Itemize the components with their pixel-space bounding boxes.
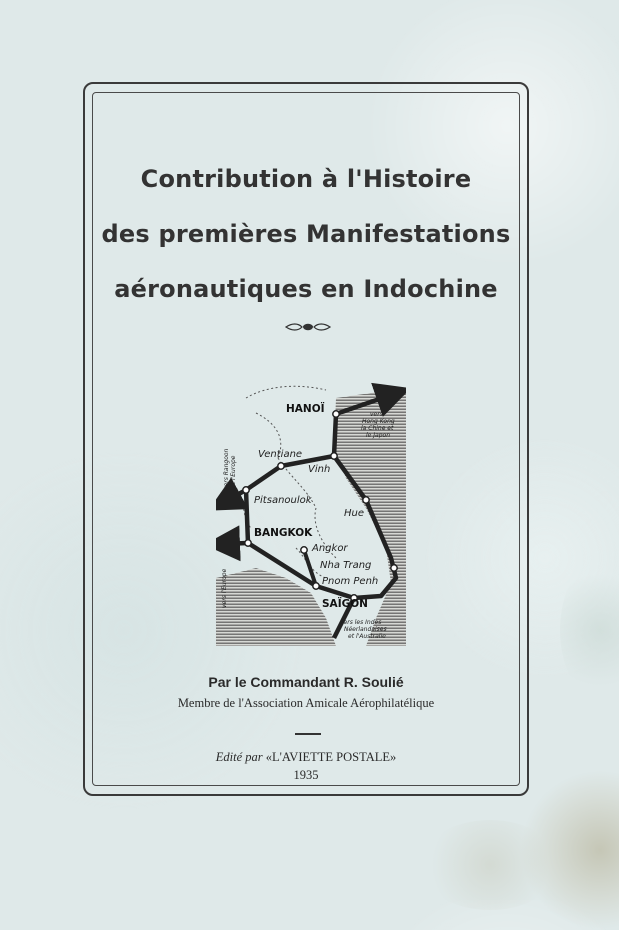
city-dot-nha-trang bbox=[391, 565, 397, 571]
note-hongkong-3: la Chine et bbox=[361, 425, 394, 432]
note-hongkong-1: vers bbox=[370, 411, 383, 418]
city-dot-pitsanoulok bbox=[243, 487, 249, 493]
map-label-nha-trang: Nha Trang bbox=[320, 560, 372, 571]
edition-publisher: «L'AVIETTE POSTALE» bbox=[265, 750, 397, 764]
map-label-pnom-penh: Pnom Penh bbox=[322, 576, 379, 587]
route-map bbox=[216, 378, 406, 646]
city-dot-pnom-penh bbox=[313, 583, 319, 589]
paper-stain bbox=[560, 560, 619, 700]
map-label-vinh: Vinh bbox=[308, 464, 331, 475]
edition-lead: Edité par bbox=[215, 750, 263, 764]
note-hongkong-2: Hong Kong bbox=[362, 418, 395, 425]
note-indes-3: et l'Australie bbox=[348, 633, 386, 640]
map-label-hue: Hue bbox=[344, 508, 365, 519]
city-dot-bangkok bbox=[245, 540, 251, 546]
document-title bbox=[92, 152, 520, 317]
note-indes-2: Néerlandaises bbox=[344, 626, 387, 633]
author-line: Par le Commandant R. Soulié bbox=[208, 674, 404, 690]
map-label-vientiane: Ventiane bbox=[258, 449, 303, 460]
map-label-hanoi: HANOÏ bbox=[286, 403, 325, 415]
note-europe: vers l'Europe bbox=[221, 568, 228, 608]
publication-year: 1935 bbox=[293, 768, 319, 782]
map-label-angkor: Angkor bbox=[312, 543, 348, 554]
edition-line bbox=[92, 750, 520, 765]
city-dot-hue bbox=[363, 497, 369, 503]
note-hongkong-4: le Japon bbox=[366, 432, 390, 439]
note-indes-1: vers les Indes bbox=[340, 619, 382, 626]
paper-stain bbox=[420, 820, 560, 910]
map-label-saigon: SAÏGON bbox=[322, 598, 368, 610]
note-rangoon-2: et l'Europe bbox=[230, 455, 237, 488]
city-dot-angkor bbox=[301, 547, 307, 553]
title-line-3: aéronautiques en Indochine bbox=[114, 275, 498, 303]
ornament-flourish bbox=[284, 320, 332, 334]
note-rangoon-1: vers Rangoon bbox=[223, 448, 230, 490]
city-dot-hanoi bbox=[333, 411, 339, 417]
separator-rule bbox=[295, 733, 321, 735]
map-label-bangkok: BANGKOK bbox=[254, 527, 313, 539]
map-label-pitsanoulok: Pitsanoulok bbox=[254, 495, 312, 506]
sea-gulf bbox=[216, 568, 336, 646]
author-affiliation: Membre de l'Association Amicale Aérophilatélique bbox=[177, 696, 435, 710]
paper-stain bbox=[520, 770, 619, 930]
city-dot-vientiane bbox=[278, 463, 284, 469]
title-line-2: des premières Manifestations bbox=[101, 220, 511, 248]
title-line-1: Contribution à l'Histoire bbox=[140, 165, 472, 193]
city-dot-vinh bbox=[331, 453, 337, 459]
